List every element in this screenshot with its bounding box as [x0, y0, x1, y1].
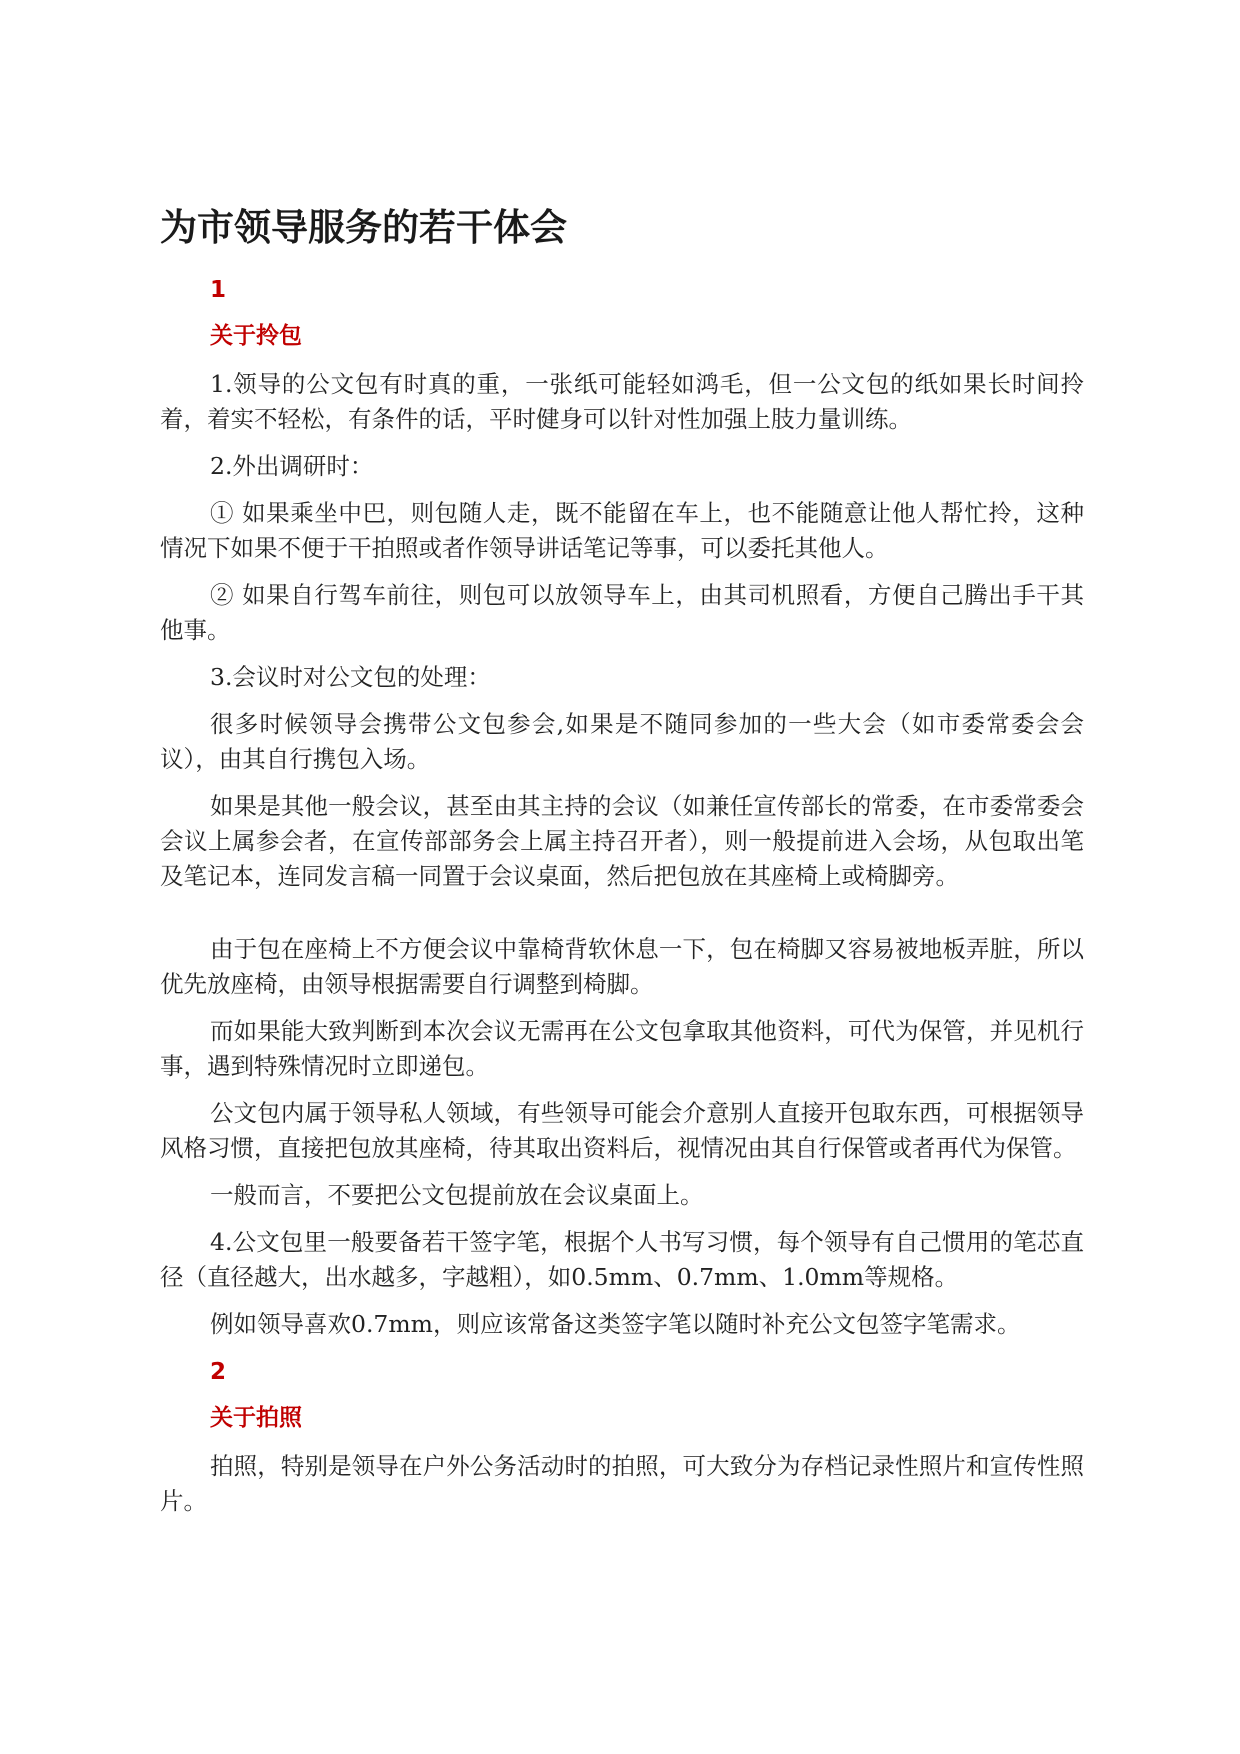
- paragraph: 1.领导的公文包有时真的重，一张纸可能轻如鸿毛，但一公文包的纸如果长时间拎着，着实不轻松，有条件的话，平时健身可以针对性加强上肢力量训练。: [160, 370, 1084, 433]
- document-body: [160, 272, 1084, 1531]
- section-number: 2: [210, 1359, 227, 1385]
- paragraph: ① 如果乘坐中巴，则包随人走，既不能留在车上，也不能随意让他人帮忙拎，这种情况下如果不便于干拍照或者作领导讲话笔记等事，可以委托其他人。: [160, 499, 1084, 562]
- paragraph: 例如领导喜欢0.7mm，则应该常备这类签字笔以随时补充公文包签字笔需求。: [210, 1310, 1021, 1338]
- section-taking-photos: [160, 1354, 1084, 1519]
- section-heading: 关于拎包: [210, 323, 302, 349]
- paragraph: 很多时候领导会携带公文包参会,如果是不随同参加的一些大会（如市委常委会会议），由其自行携包入场。: [160, 710, 1084, 773]
- paragraph: 公文包内属于领导私人领域，有些领导可能会介意别人直接开包取东西，可根据领导风格习惯，直接把包放其座椅，待其取出资料后，视情况由其自行保管或者再代为保管。: [160, 1099, 1084, 1162]
- section-carrying-bag: [160, 272, 1084, 1342]
- paragraph: 一般而言，不要把公文包提前放在会议桌面上。: [210, 1181, 704, 1209]
- paragraph: 4.公文包里一般要备若干签字笔，根据个人书写习惯，每个领导有自己惯用的笔芯直径（直径越大，出水越多，字越粗），如0.5mm、0.7mm、1.0mm等规格。: [160, 1228, 1084, 1291]
- paragraph: 如果是其他一般会议，甚至由其主持的会议（如兼任宣传部长的常委，在市委常委会会议上属参会者，在宣传部部务会上属主持召开者），则一般提前进入会场，从包取出笔及笔记本，连同发言稿一同置于会议桌面，然后把包放在其座椅上或椅脚旁。: [160, 792, 1084, 890]
- paragraph: 3.会议时对公文包的处理：: [210, 663, 491, 691]
- paragraph: 而如果能大致判断到本次会议无需再在公文包拿取其他资料，可代为保管，并见机行事，遇到特殊情况时立即递包。: [160, 1017, 1084, 1080]
- document-title: 为市领导服务的若干体会: [160, 206, 567, 249]
- paragraph: 拍照，特别是领导在户外公务活动时的拍照，可大致分为存档记录性照片和宣传性照片。: [160, 1452, 1084, 1515]
- paragraph: 2.外出调研时：: [210, 452, 374, 480]
- paragraph: ② 如果自行驾车前往，则包可以放领导车上，由其司机照看，方便自己腾出手干其他事。: [160, 581, 1084, 644]
- section-number: 1: [210, 277, 227, 303]
- paragraph: 由于包在座椅上不方便会议中靠椅背软休息一下，包在椅脚又容易被地板弄脏，所以优先放座椅，由领导根据需要自行调整到椅脚。: [160, 935, 1084, 998]
- section-heading: 关于拍照: [210, 1405, 302, 1431]
